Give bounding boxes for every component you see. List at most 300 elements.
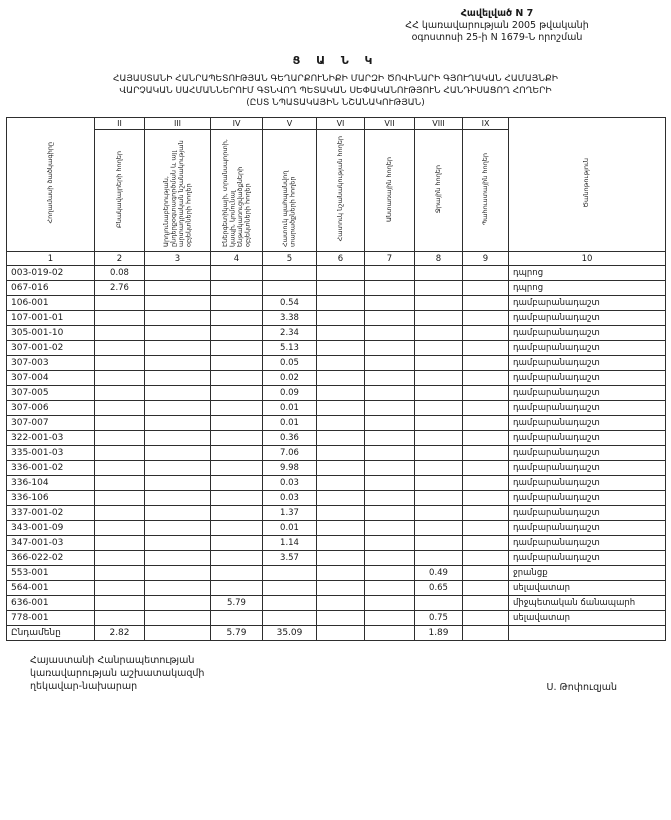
- signatory-title-line-1: Հայաստանի Հանրապետության: [30, 655, 195, 667]
- table-row: [7, 326, 666, 341]
- table-row: [7, 416, 666, 431]
- value-cell: [95, 491, 145, 506]
- value-cell: [463, 296, 509, 311]
- plot-code-cell: 778-001: [7, 611, 95, 626]
- value-cell: [365, 356, 415, 371]
- column-number-cell: 2: [95, 252, 145, 266]
- rotated-header-label: Էներգետիկայի, տրանսպորտի, կապի, կոմունալ ենթակառուցվածքների օբյեկտների հողեր: [220, 139, 251, 248]
- footer: [30, 655, 641, 693]
- value-cell: [263, 596, 317, 611]
- roman-numeral-cell: VII: [365, 118, 415, 130]
- value-cell: [365, 581, 415, 596]
- note-cell: միջպետական ճանապարհ: [509, 596, 666, 611]
- value-cell: [415, 431, 463, 446]
- value-cell: [463, 581, 509, 596]
- rotated-header-cell: [317, 130, 365, 252]
- value-cell: [211, 296, 263, 311]
- value-cell: [463, 356, 509, 371]
- value-cell: [211, 566, 263, 581]
- note-cell: դամբարանադաշտ: [509, 296, 666, 311]
- plot-code-cell: 305-001-10: [7, 326, 95, 341]
- value-cell: [365, 401, 415, 416]
- table-row: [7, 401, 666, 416]
- value-cell: 7.06: [263, 446, 317, 461]
- table-row: [7, 266, 666, 281]
- value-cell: [463, 266, 509, 281]
- rotated-header-label: Հատուկ նշանակության հողեր: [335, 136, 344, 242]
- value-cell: [95, 596, 145, 611]
- value-cell: [95, 536, 145, 551]
- value-cell: 3.38: [263, 311, 317, 326]
- column-numbers-row: [7, 252, 666, 266]
- value-cell: [463, 341, 509, 356]
- roman-numeral-cell: III: [145, 118, 211, 130]
- value-cell: [463, 416, 509, 431]
- document-subtitle: [6, 73, 665, 109]
- value-cell: [463, 311, 509, 326]
- value-cell: [145, 356, 211, 371]
- value-cell: [317, 401, 365, 416]
- value-cell: 1.14: [263, 536, 317, 551]
- value-cell: [463, 386, 509, 401]
- value-cell: [463, 491, 509, 506]
- value-cell: [415, 266, 463, 281]
- rotated-header-cell: [263, 130, 317, 252]
- value-cell: [211, 461, 263, 476]
- value-cell: [263, 266, 317, 281]
- value-cell: [95, 401, 145, 416]
- value-cell: [211, 536, 263, 551]
- value-cell: [317, 581, 365, 596]
- value-cell: 3.57: [263, 551, 317, 566]
- value-cell: [95, 581, 145, 596]
- value-cell: [95, 476, 145, 491]
- value-cell: [317, 461, 365, 476]
- note-cell: դամբարանադաշտ: [509, 461, 666, 476]
- roman-numeral-cell: VI: [317, 118, 365, 130]
- value-cell: [95, 416, 145, 431]
- value-cell: [463, 506, 509, 521]
- note-cell: դամբարանադաշտ: [509, 311, 666, 326]
- value-cell: [211, 476, 263, 491]
- value-cell: [145, 506, 211, 521]
- rotated-header-cell: [463, 130, 509, 252]
- note-cell: դամբարանադաշտ: [509, 326, 666, 341]
- value-cell: [145, 401, 211, 416]
- table-row: [7, 431, 666, 446]
- rotated-header-cell: [95, 130, 145, 252]
- value-cell: [211, 431, 263, 446]
- value-cell: [415, 491, 463, 506]
- value-cell: [317, 416, 365, 431]
- value-cell: [317, 341, 365, 356]
- value-cell: [145, 491, 211, 506]
- land-parcels-table: [6, 117, 666, 641]
- value-cell: [463, 326, 509, 341]
- value-cell: [263, 581, 317, 596]
- value-cell: 9.98: [263, 461, 317, 476]
- value-cell: [463, 596, 509, 611]
- value-cell: 2.34: [263, 326, 317, 341]
- value-cell: [365, 281, 415, 296]
- note-cell: [509, 626, 666, 641]
- value-cell: [463, 476, 509, 491]
- value-cell: [145, 536, 211, 551]
- note-cell: դամբարանադաշտ: [509, 371, 666, 386]
- value-cell: [365, 311, 415, 326]
- plot-code-cell: 366-022-02: [7, 551, 95, 566]
- table-row: [7, 491, 666, 506]
- value-cell: [365, 551, 415, 566]
- value-cell: [365, 611, 415, 626]
- value-cell: [145, 626, 211, 641]
- table-row: [7, 596, 666, 611]
- value-cell: [317, 371, 365, 386]
- value-cell: [365, 506, 415, 521]
- value-cell: [145, 281, 211, 296]
- plot-code-cell: 067-016: [7, 281, 95, 296]
- plot-code-cell: 322-001-03: [7, 431, 95, 446]
- plot-code-cell: 107-001-01: [7, 311, 95, 326]
- roman-numeral-cell: V: [263, 118, 317, 130]
- value-cell: [365, 326, 415, 341]
- note-cell: սելավատար: [509, 611, 666, 626]
- value-cell: 0.49: [415, 566, 463, 581]
- value-cell: [145, 596, 211, 611]
- value-cell: [415, 521, 463, 536]
- signatory-title-line-3: ղեկավար-նախարար: [30, 680, 138, 692]
- table-body: [7, 266, 666, 641]
- value-cell: [463, 431, 509, 446]
- value-cell: [415, 446, 463, 461]
- value-cell: [211, 581, 263, 596]
- value-cell: [365, 566, 415, 581]
- value-cell: 1.37: [263, 506, 317, 521]
- value-cell: [463, 446, 509, 461]
- value-cell: [95, 506, 145, 521]
- value-cell: [145, 296, 211, 311]
- value-cell: [415, 296, 463, 311]
- table-row: [7, 521, 666, 536]
- note-cell: դամբարանադաշտ: [509, 551, 666, 566]
- value-cell: [415, 401, 463, 416]
- plot-code-cell: 307-003: [7, 356, 95, 371]
- value-cell: 0.65: [415, 581, 463, 596]
- value-cell: [317, 326, 365, 341]
- value-cell: [317, 356, 365, 371]
- rotated-header-label: Հատուկ պահպանվող տարածքների հողեր: [281, 170, 297, 248]
- subtitle-line-2: ՎԱՐՉԱԿԱՆ ՍԱՀՄԱՆՆԵՐՈՒՄ ԳՏՆՎՈՂ ՊԵՏԱԿԱՆ ՍԵՓԱԿԱՆՈՒԹՅՈՒՆ ՀԱՆԴԻՍԱՑՈՂ ՀՈՂԵՐԻ: [119, 85, 552, 96]
- value-cell: [317, 566, 365, 581]
- value-cell: [211, 266, 263, 281]
- value-cell: [365, 341, 415, 356]
- value-cell: [211, 611, 263, 626]
- table-row: [7, 446, 666, 461]
- value-cell: [365, 461, 415, 476]
- note-cell: սելավատար: [509, 581, 666, 596]
- value-cell: 5.79: [211, 596, 263, 611]
- value-cell: [211, 386, 263, 401]
- value-cell: [95, 296, 145, 311]
- value-cell: [211, 281, 263, 296]
- value-cell: [317, 536, 365, 551]
- plot-code-cell: 106-001: [7, 296, 95, 311]
- value-cell: [317, 266, 365, 281]
- value-cell: [463, 461, 509, 476]
- value-cell: [415, 371, 463, 386]
- note-cell: դամբարանադաշտ: [509, 356, 666, 371]
- appendix-line-1: Հավելված N 7: [460, 8, 534, 19]
- note-cell: դամբարանադաշտ: [509, 416, 666, 431]
- value-cell: 0.01: [263, 416, 317, 431]
- total-row: [7, 626, 666, 641]
- rotated-header-cell: [145, 130, 211, 252]
- note-cell: դպրոց: [509, 266, 666, 281]
- value-cell: 0.36: [263, 431, 317, 446]
- roman-numeral-cell: IX: [463, 118, 509, 130]
- value-cell: [463, 521, 509, 536]
- rotated-header-label: Բնակավայրերի հողեր: [114, 150, 123, 228]
- table-row: [7, 386, 666, 401]
- note-cell: դամբարանադաշտ: [509, 431, 666, 446]
- plot-code-cell: 347-001-03: [7, 536, 95, 551]
- value-cell: 0.09: [263, 386, 317, 401]
- value-cell: 0.01: [263, 401, 317, 416]
- value-cell: [463, 536, 509, 551]
- value-cell: [317, 386, 365, 401]
- value-cell: [263, 566, 317, 581]
- value-cell: [415, 461, 463, 476]
- value-cell: [415, 326, 463, 341]
- value-cell: 0.03: [263, 491, 317, 506]
- value-cell: 2.82: [95, 626, 145, 641]
- column-number-cell: 9: [463, 252, 509, 266]
- value-cell: [365, 446, 415, 461]
- plot-code-cell: 335-001-03: [7, 446, 95, 461]
- value-cell: [145, 311, 211, 326]
- value-cell: [95, 371, 145, 386]
- value-cell: 35.09: [263, 626, 317, 641]
- table-head: [7, 118, 666, 266]
- column-number-cell: 6: [317, 252, 365, 266]
- rotated-header-cell: [365, 130, 415, 252]
- note-cell: դամբարանադաշտ: [509, 506, 666, 521]
- value-cell: [365, 371, 415, 386]
- value-cell: [95, 461, 145, 476]
- note-cell: դամբարանադաշտ: [509, 476, 666, 491]
- header-note-cell: [509, 118, 666, 252]
- value-cell: [317, 551, 365, 566]
- table-row: [7, 461, 666, 476]
- appendix-line-2: ՀՀ կառավարության 2005 թվականի: [405, 19, 589, 31]
- value-cell: [415, 386, 463, 401]
- value-cell: [95, 566, 145, 581]
- column-number-cell: 1: [7, 252, 95, 266]
- value-cell: [365, 431, 415, 446]
- value-cell: [145, 386, 211, 401]
- value-cell: [463, 371, 509, 386]
- column-number-cell: 5: [263, 252, 317, 266]
- value-cell: [95, 386, 145, 401]
- value-cell: [211, 551, 263, 566]
- value-cell: [365, 521, 415, 536]
- plot-code-cell: 337-001-02: [7, 506, 95, 521]
- value-cell: [365, 476, 415, 491]
- plot-code-cell: 636-001: [7, 596, 95, 611]
- value-cell: [211, 491, 263, 506]
- note-cell: դամբարանադաշտ: [509, 401, 666, 416]
- value-cell: [263, 611, 317, 626]
- value-cell: [145, 416, 211, 431]
- plot-code-header-label: Հողամասի ծածկագիրը: [45, 142, 54, 224]
- value-cell: [145, 566, 211, 581]
- subtitle-line-3: (ԸՍՏ ՆՊԱՏԱԿԱՅԻՆ ՆՇԱՆԱԿՈՒԹՅԱՆ): [246, 97, 425, 108]
- plot-code-cell: 343-001-09: [7, 521, 95, 536]
- value-cell: [211, 521, 263, 536]
- value-cell: [365, 536, 415, 551]
- signatory-name: Ս. Թոփուզյան: [546, 682, 617, 694]
- column-number-cell: 3: [145, 252, 211, 266]
- table-row: [7, 371, 666, 386]
- plot-code-cell: 336-104: [7, 476, 95, 491]
- plot-code-cell: 307-007: [7, 416, 95, 431]
- value-cell: 0.02: [263, 371, 317, 386]
- note-cell: դամբարանադաշտ: [509, 536, 666, 551]
- value-cell: [145, 371, 211, 386]
- value-cell: [211, 356, 263, 371]
- plot-code-cell: 564-001: [7, 581, 95, 596]
- table-row: [7, 296, 666, 311]
- value-cell: [415, 551, 463, 566]
- value-cell: [317, 521, 365, 536]
- value-cell: [317, 431, 365, 446]
- value-cell: [317, 446, 365, 461]
- value-cell: [145, 326, 211, 341]
- value-cell: [211, 446, 263, 461]
- value-cell: 0.01: [263, 521, 317, 536]
- table-row: [7, 341, 666, 356]
- value-cell: [211, 506, 263, 521]
- plot-code-cell: 553-001: [7, 566, 95, 581]
- value-cell: [365, 596, 415, 611]
- roman-numeral-cell: VIII: [415, 118, 463, 130]
- value-cell: [95, 446, 145, 461]
- header-plot-code-cell: [7, 118, 95, 252]
- value-cell: [317, 506, 365, 521]
- value-cell: [145, 581, 211, 596]
- column-number-cell: 7: [365, 252, 415, 266]
- value-cell: [317, 626, 365, 641]
- plot-code-cell: 336-106: [7, 491, 95, 506]
- note-header-label: Ծանոթություն: [582, 158, 591, 208]
- signatory-title: [30, 655, 204, 693]
- value-cell: [415, 311, 463, 326]
- note-cell: դամբարանադաշտ: [509, 386, 666, 401]
- table-row: [7, 506, 666, 521]
- value-cell: [365, 266, 415, 281]
- value-cell: [95, 326, 145, 341]
- value-cell: [211, 341, 263, 356]
- value-cell: [415, 596, 463, 611]
- rotated-header-cell: [211, 130, 263, 252]
- value-cell: [365, 296, 415, 311]
- value-cell: [365, 491, 415, 506]
- value-cell: [365, 416, 415, 431]
- rotated-header-label: Պահուստային հողեր: [480, 153, 489, 226]
- value-cell: [211, 401, 263, 416]
- table-row: [7, 551, 666, 566]
- roman-numeral-cell: IV: [211, 118, 263, 130]
- table-row: [7, 611, 666, 626]
- roman-numeral-cell: II: [95, 118, 145, 130]
- rotated-header-label: Ջրային հողեր: [433, 164, 442, 214]
- value-cell: [95, 551, 145, 566]
- table-row: [7, 581, 666, 596]
- value-cell: [95, 611, 145, 626]
- value-cell: [95, 341, 145, 356]
- value-cell: [463, 551, 509, 566]
- table-row: [7, 356, 666, 371]
- value-cell: [95, 356, 145, 371]
- page-title: Ց Ա Ն Կ: [292, 53, 379, 67]
- value-cell: [211, 326, 263, 341]
- table-row: [7, 281, 666, 296]
- rotated-header-label: Արդյունաբերության, ընդերքօգտագործման և այլ արտադրական նշանակության օբյեկտների հողեր: [161, 140, 192, 248]
- subtitle-line-1: ՀԱՅԱՍՏԱՆԻ ՀԱՆՐԱՊԵՏՈՒԹՅԱՆ ԳԵՂԱՐՔՈՒՆԻՔԻ ՄԱՐԶԻ ԾՈՎԻՆԱՐԻ ԳՅՈՒՂԱԿԱՆ ՀԱՄԱՅՆՔԻ: [113, 73, 558, 84]
- plot-code-cell: 336-001-02: [7, 461, 95, 476]
- value-cell: [415, 506, 463, 521]
- value-cell: [95, 311, 145, 326]
- value-cell: [317, 491, 365, 506]
- note-cell: դպրոց: [509, 281, 666, 296]
- value-cell: 5.79: [211, 626, 263, 641]
- value-cell: 0.54: [263, 296, 317, 311]
- value-cell: [317, 476, 365, 491]
- value-cell: [415, 356, 463, 371]
- column-number-cell: 4: [211, 252, 263, 266]
- value-cell: [463, 566, 509, 581]
- value-cell: [145, 431, 211, 446]
- value-cell: [463, 401, 509, 416]
- appendix-block: [337, 8, 657, 44]
- plot-code-cell: 307-001-02: [7, 341, 95, 356]
- value-cell: 0.08: [95, 266, 145, 281]
- plot-code-cell: 307-006: [7, 401, 95, 416]
- value-cell: 0.75: [415, 611, 463, 626]
- plot-code-cell: 307-004: [7, 371, 95, 386]
- value-cell: [415, 341, 463, 356]
- value-cell: [145, 461, 211, 476]
- value-cell: [415, 536, 463, 551]
- signatory-title-line-2: կառավարության աշխատակազմի: [30, 667, 205, 679]
- note-cell: դամբարանադաշտ: [509, 491, 666, 506]
- value-cell: [317, 596, 365, 611]
- column-number-cell: 10: [509, 252, 666, 266]
- value-cell: [145, 611, 211, 626]
- value-cell: [317, 611, 365, 626]
- value-cell: [317, 311, 365, 326]
- value-cell: [365, 386, 415, 401]
- plot-code-cell: Ընդամենը: [7, 626, 95, 641]
- value-cell: [463, 611, 509, 626]
- value-cell: 0.03: [263, 476, 317, 491]
- plot-code-cell: 003-019-02: [7, 266, 95, 281]
- note-cell: դամբարանադաշտ: [509, 521, 666, 536]
- value-cell: [95, 431, 145, 446]
- value-cell: [145, 476, 211, 491]
- value-cell: [415, 476, 463, 491]
- value-cell: [145, 341, 211, 356]
